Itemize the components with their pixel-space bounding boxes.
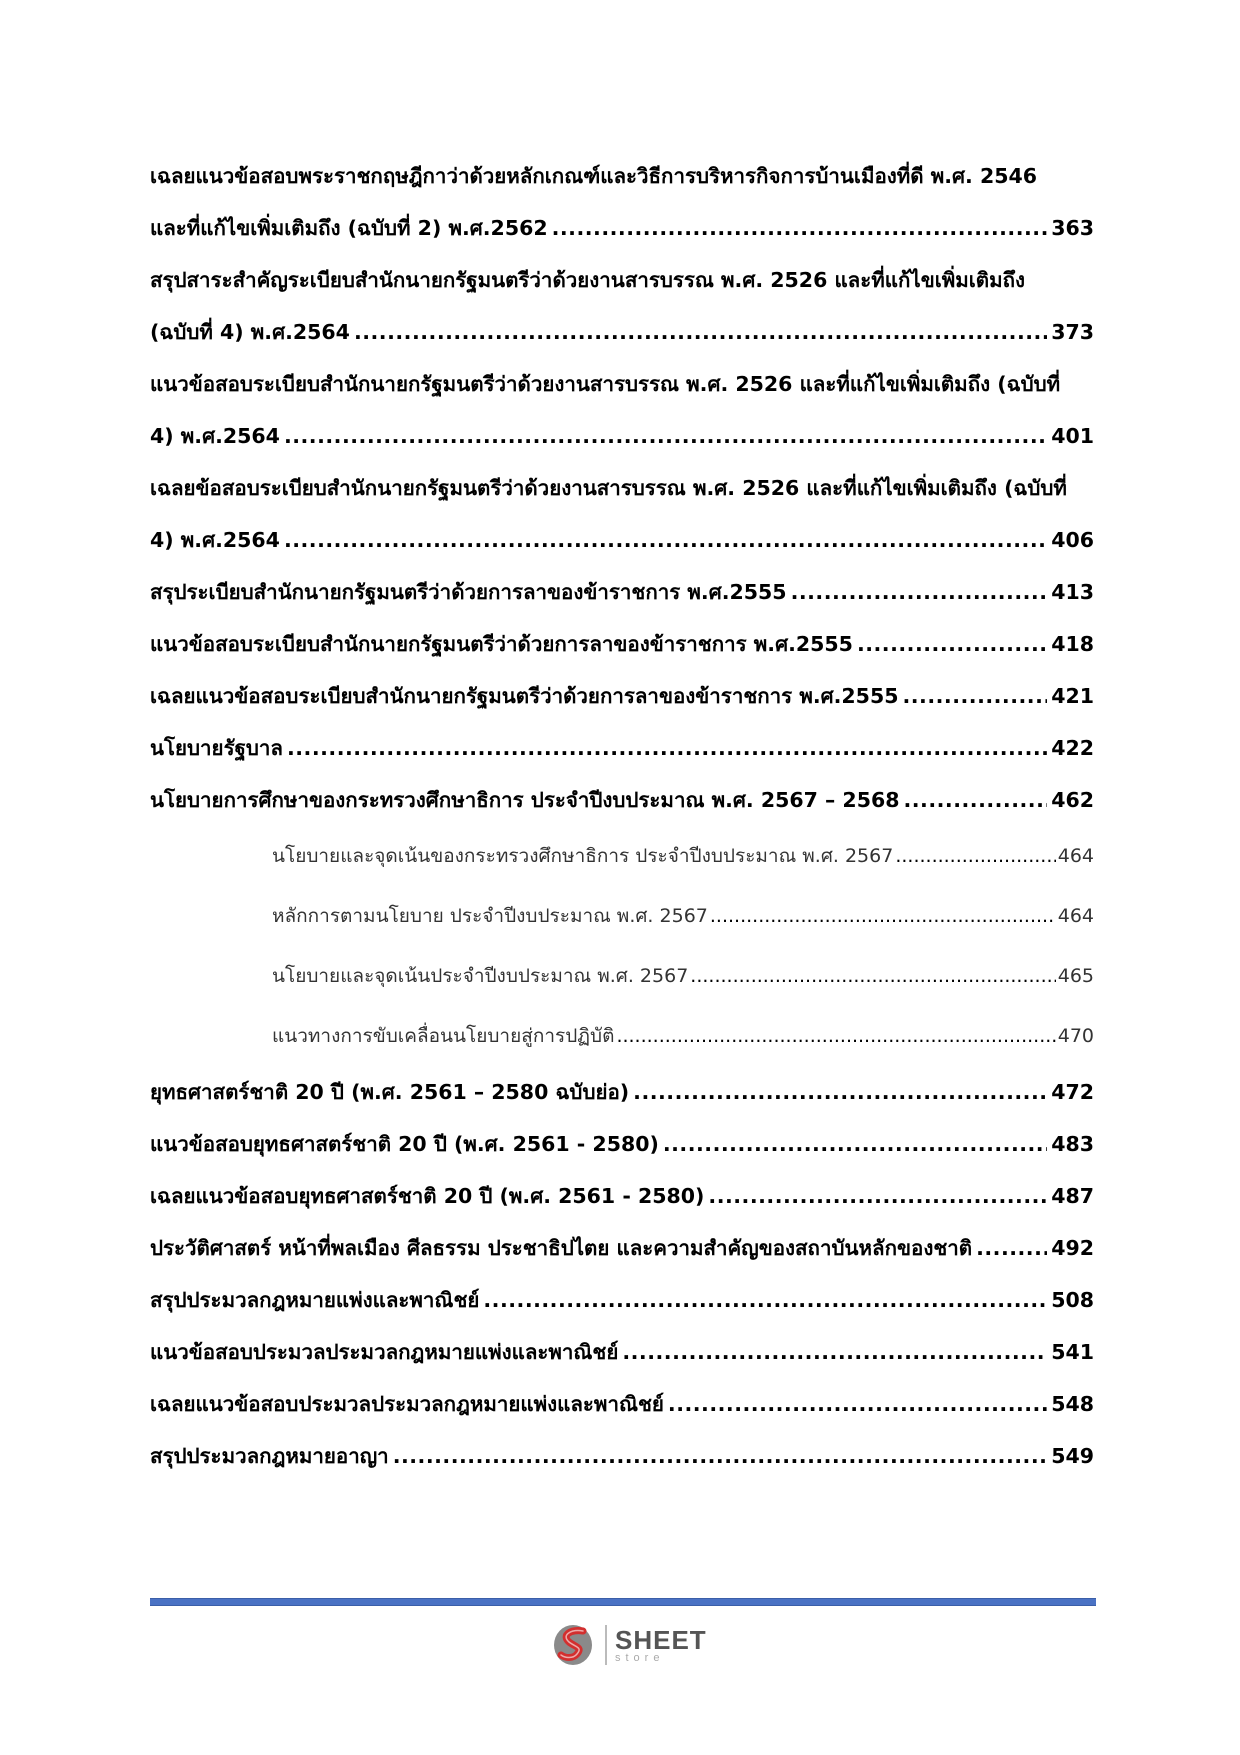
leader-dots (483, 1274, 1047, 1326)
toc-entry-title: เฉลยข้อสอบระเบียบสำนักนายกรัฐมนตรีว่าด้วยงานสารบรรณ พ.ศ. 2526 และที่แก้ไขเพิ่มเติมถึง (ฉบับที่ (150, 476, 1067, 500)
toc-entry-title: ประวัติศาสตร์ หน้าที่พลเมือง ศีลธรรม ประชาธิปไตย และความสำคัญของสถาบันหลักของชาติ (150, 1236, 973, 1260)
toc-entry[interactable] (150, 1066, 1094, 1118)
leader-dots (903, 774, 1047, 826)
toc-page-number: 401 (1051, 424, 1094, 448)
footer-divider (150, 1598, 1096, 1606)
leader-dots (857, 618, 1047, 670)
toc-entry-title: สรุประเบียบสำนักนายกรัฐมนตรีว่าด้วยการลาของข้าราชการ พ.ศ.2555 (150, 580, 787, 604)
toc-entry[interactable] (150, 254, 1094, 358)
toc-entry-title: เฉลยแนวข้อสอบระเบียบสำนักนายกรัฐมนตรีว่าด้วยการลาของข้าราชการ พ.ศ.2555 (150, 684, 899, 708)
logo-separator (605, 1625, 607, 1665)
toc-page-number: 549 (1051, 1444, 1094, 1468)
logo-sub-text: store (615, 1651, 665, 1664)
leader-dots (284, 514, 1047, 566)
toc-page-number: 487 (1051, 1184, 1094, 1208)
toc-entry[interactable] (150, 1274, 1094, 1326)
leader-dots (284, 410, 1047, 462)
toc-entry[interactable] (150, 670, 1094, 722)
toc-page-number: 363 (1051, 216, 1094, 240)
leader-dots (668, 1378, 1047, 1430)
toc-page-number: 472 (1051, 1080, 1094, 1104)
toc-entry-title: แนวข้อสอบระเบียบสำนักนายกรัฐมนตรีว่าด้วยงานสารบรรณ พ.ศ. 2526 และที่แก้ไขเพิ่มเติมถึง (ฉบับที่ (150, 372, 1061, 396)
toc-entry-title: เฉลยแนวข้อสอบประมวลประมวลกฎหมายแพ่งและพาณิชย์ (150, 1392, 664, 1416)
toc-entry[interactable] (150, 722, 1094, 774)
toc-entry[interactable] (150, 566, 1094, 618)
toc-page-number: 462 (1051, 788, 1094, 812)
toc-entry-title: เฉลยแนวข้อสอบพระราชกฤษฎีกาว่าด้วยหลักเกณฑ์และวิธีการบริหารกิจการบ้านเมืองที่ดี พ.ศ. 2546 (150, 164, 1038, 188)
leader-dots (791, 566, 1048, 618)
toc-subentry[interactable] (272, 886, 1094, 946)
toc-page-number: 406 (1051, 528, 1094, 552)
toc-page-number: 413 (1051, 580, 1094, 604)
leader-dots (633, 1066, 1047, 1118)
leader-dots (354, 306, 1047, 358)
toc-page-number: 464 (1057, 845, 1094, 867)
toc-entry-title-cont: 4) พ.ศ.2564 (150, 528, 280, 552)
toc-entry-title: แนวข้อสอบยุทธศาสตร์ชาติ 20 ปี (พ.ศ. 2561 - 2580) (150, 1132, 659, 1156)
toc-page-number: 470 (1057, 1025, 1094, 1047)
toc-page-number: 464 (1057, 905, 1094, 927)
toc-entry-title: ยุทธศาสตร์ชาติ 20 ปี (พ.ศ. 2561 – 2580 ฉบับย่อ) (150, 1080, 630, 1104)
toc-entry[interactable] (150, 1378, 1094, 1430)
toc-entry-title: เฉลยแนวข้อสอบยุทธศาสตร์ชาติ 20 ปี (พ.ศ. 2561 - 2580) (150, 1184, 705, 1208)
logo-text (615, 1624, 707, 1664)
toc-page-number: 465 (1057, 965, 1094, 987)
toc-entry-title: สรุปสาระสำคัญระเบียบสำนักนายกรัฐมนตรีว่าด้วยงานสารบรรณ พ.ศ. 2526 และที่แก้ไขเพิ่มเติมถึง (150, 268, 1026, 292)
toc-entry[interactable] (150, 462, 1094, 566)
leader-dots (287, 722, 1047, 774)
leader-dots (552, 202, 1048, 254)
sheet-store-logo-icon (553, 1623, 597, 1667)
leader-dots (616, 1006, 1055, 1066)
toc-entry[interactable] (150, 1326, 1094, 1378)
toc-entry-title: สรุปประมวลกฎหมายแพ่งและพาณิชย์ (150, 1288, 480, 1312)
toc-subentry-title: นโยบายและจุดเน้นประจำปีงบประมาณ พ.ศ. 2567 (272, 965, 689, 987)
leader-dots (902, 670, 1047, 722)
sheet-store-logo (553, 1620, 707, 1670)
toc-entry-title-cont: และที่แก้ไขเพิ่มเติมถึง (ฉบับที่ 2) พ.ศ.2562 (150, 216, 548, 240)
toc-entry[interactable] (150, 1430, 1094, 1482)
toc-page-number: 492 (1051, 1236, 1094, 1260)
toc-entry-title: แนวข้อสอบประมวลประมวลกฎหมายแพ่งและพาณิชย์ (150, 1340, 619, 1364)
toc-page-number: 421 (1051, 684, 1094, 708)
toc-page-number: 422 (1051, 736, 1094, 760)
toc-entry[interactable] (150, 358, 1094, 462)
toc-page-number: 483 (1051, 1132, 1094, 1156)
leader-dots (663, 1118, 1047, 1170)
table-of-contents (150, 150, 1094, 1482)
toc-entry[interactable] (150, 1118, 1094, 1170)
toc-entry-title-cont: 4) พ.ศ.2564 (150, 424, 280, 448)
leader-dots (710, 886, 1056, 946)
toc-entry[interactable] (150, 150, 1094, 254)
leader-dots (622, 1326, 1047, 1378)
toc-entry-title-cont: (ฉบับที่ 4) พ.ศ.2564 (150, 320, 350, 344)
leader-dots (976, 1222, 1047, 1274)
toc-entry-title: นโยบายรัฐบาล (150, 736, 283, 760)
toc-page-number: 508 (1051, 1288, 1094, 1312)
toc-entry-title: นโยบายการศึกษาของกระทรวงศึกษาธิการ ประจำปีงบประมาณ พ.ศ. 2567 – 2568 (150, 788, 900, 812)
toc-page-number: 373 (1051, 320, 1094, 344)
leader-dots (393, 1430, 1048, 1482)
toc-page-number: 541 (1051, 1340, 1094, 1364)
toc-page-number: 548 (1051, 1392, 1094, 1416)
leader-dots (895, 826, 1055, 886)
toc-subentry[interactable] (272, 826, 1094, 886)
leader-dots (708, 1170, 1047, 1222)
leader-dots (690, 946, 1055, 1006)
toc-entry[interactable] (150, 774, 1094, 826)
toc-subentry[interactable] (272, 946, 1094, 1006)
toc-entry[interactable] (150, 618, 1094, 670)
toc-subentry[interactable] (272, 1006, 1094, 1066)
toc-entry[interactable] (150, 1170, 1094, 1222)
toc-subentry-title: หลักการตามนโยบาย ประจำปีงบประมาณ พ.ศ. 2567 (272, 905, 708, 927)
toc-subentry-title: แนวทางการขับเคลื่อนนโยบายสู่การปฏิบัติ (272, 1025, 615, 1047)
toc-entry-title: แนวข้อสอบระเบียบสำนักนายกรัฐมนตรีว่าด้วยการลาของข้าราชการ พ.ศ.2555 (150, 632, 853, 656)
logo-main-text: SHEET (615, 1624, 707, 1655)
toc-entry[interactable] (150, 1222, 1094, 1274)
toc-page-number: 418 (1051, 632, 1094, 656)
toc-subentry-title: นโยบายและจุดเน้นของกระทรวงศึกษาธิการ ประจำปีงบประมาณ พ.ศ. 2567 (272, 845, 894, 867)
toc-entry-title: สรุปประมวลกฎหมายอาญา (150, 1444, 389, 1468)
